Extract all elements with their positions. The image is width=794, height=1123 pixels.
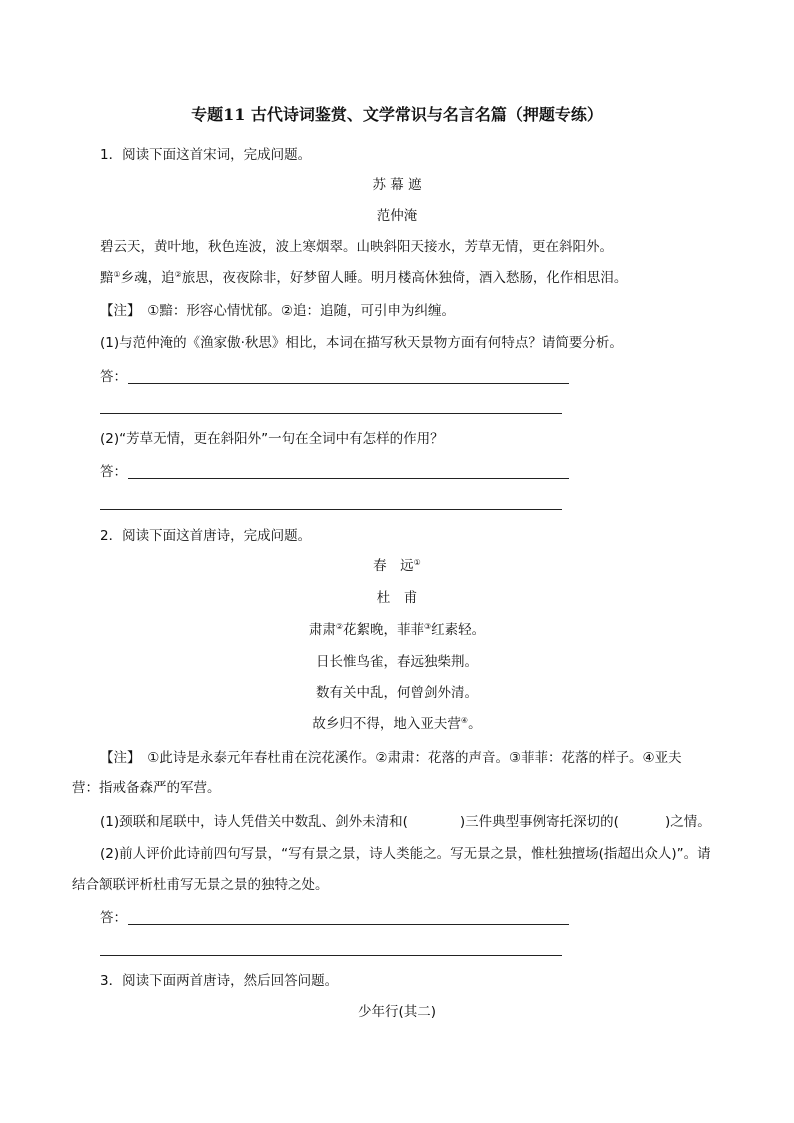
q2-subquestion-2-line-2: 结合颔联评析杜甫写无景之景的独特之处。: [72, 877, 329, 893]
q1-answer-label-1: 答：: [100, 369, 127, 385]
q2-poem-title-text: 春 远: [373, 558, 414, 574]
footnote-mark: ④: [460, 716, 469, 725]
q1-line2-part-c: 旅思，夜夜除非，好梦留人睡。明月楼高休独倚，酒入愁肠，化作相思泪。: [181, 270, 628, 286]
q2-poem-line-2: 日长惟鸟雀，春远独柴荆。: [316, 654, 478, 670]
q1-note: 【注】 ①黯：形容心情忧郁。②追：追随，可引申为纠缠。: [100, 303, 455, 319]
q1-line2-part-b: 乡魂，追: [120, 270, 175, 286]
footnote-mark: ①: [413, 558, 421, 567]
q2-l4-part-b: 。: [468, 716, 482, 732]
q2-l1-part-a: 肃肃: [308, 622, 336, 638]
q3-intro: 3．阅读下面两首唐诗，然后回答问题。: [100, 973, 339, 989]
q2-l1-part-b: 花絮晚，菲菲: [343, 622, 424, 638]
footnote-mark: ③: [424, 622, 432, 631]
q1-intro: 1．阅读下面这首宋词，完成问题。: [100, 147, 312, 163]
q1-subquestion-2: (2)“芳草无情，更在斜阳外”一句在全词中有怎样的作用？: [100, 431, 444, 447]
answer-line[interactable]: [128, 383, 569, 384]
q3-poem-title: 少年行(其二): [357, 1004, 437, 1020]
q1-poem-line-1: 碧云天，黄叶地，秋色连波，波上寒烟翠。山映斜阳天接水，芳草无情，更在斜阳外。: [100, 239, 613, 255]
answer-line[interactable]: [128, 478, 569, 479]
q2-sub1-part-b: )三件典型事例寄托深切的(: [459, 814, 619, 830]
q1-line2-part-a: 黯: [100, 270, 114, 286]
answer-line[interactable]: [100, 509, 562, 510]
footnote-mark: ①: [113, 270, 121, 279]
q1-poem-line-2: [100, 269, 627, 287]
q2-note-line-1: 【注】 ①此诗是永泰元年春杜甫在浣花溪作。②肃肃：花落的声音。③菲菲：花落的样子。④亚夫: [100, 750, 682, 766]
q2-subquestion-2-line-1: (2)前人评价此诗前四句写景，“写有景之景，诗人类能之。写无景之景，惟杜独擅场(指超出众人)”。请: [100, 846, 711, 862]
q2-l1-part-c: 红素轻。: [431, 622, 486, 638]
page-title: 专题11 古代诗词鉴赏、文学常识与名言名篇（押题专练）: [191, 105, 603, 124]
q2-sub1-part-a: (1)颈联和尾联中，诗人凭借关中数乱、剑外未清和(: [100, 814, 408, 830]
q2-answer-label: 答：: [100, 910, 127, 926]
footnote-mark: ②: [174, 270, 182, 279]
footnote-mark: ②: [335, 622, 343, 631]
q2-poem-title: [0, 557, 794, 575]
q1-subquestion-1: (1)与范仲淹的《渔家傲·秋思》相比，本词在描写秋天景物方面有何特点？请简要分析。: [100, 335, 623, 351]
q2-poem-line-1: [0, 621, 794, 639]
q2-l4-part-a: 故乡归不得，地入亚夫营: [312, 716, 461, 732]
q1-poem-author: 范仲淹: [376, 208, 418, 224]
q2-sub1-part-c: )之情。: [664, 814, 711, 830]
q2-subquestion-1: [100, 813, 711, 831]
answer-line[interactable]: [100, 413, 562, 414]
q1-answer-label-2: 答：: [100, 464, 127, 480]
answer-line[interactable]: [100, 955, 562, 956]
q1-poem-title: 苏 幕 遮: [372, 177, 422, 193]
q2-intro: 2．阅读下面这首唐诗，完成问题。: [100, 528, 312, 544]
q2-note-line-2: 营：指戒备森严的军营。: [72, 780, 221, 796]
answer-line[interactable]: [128, 924, 569, 925]
q2-poem-line-3: 数有关中乱，何曾剑外清。: [316, 685, 478, 701]
q2-poem-author: 杜 甫: [376, 590, 418, 606]
q2-poem-line-4: [0, 715, 794, 733]
